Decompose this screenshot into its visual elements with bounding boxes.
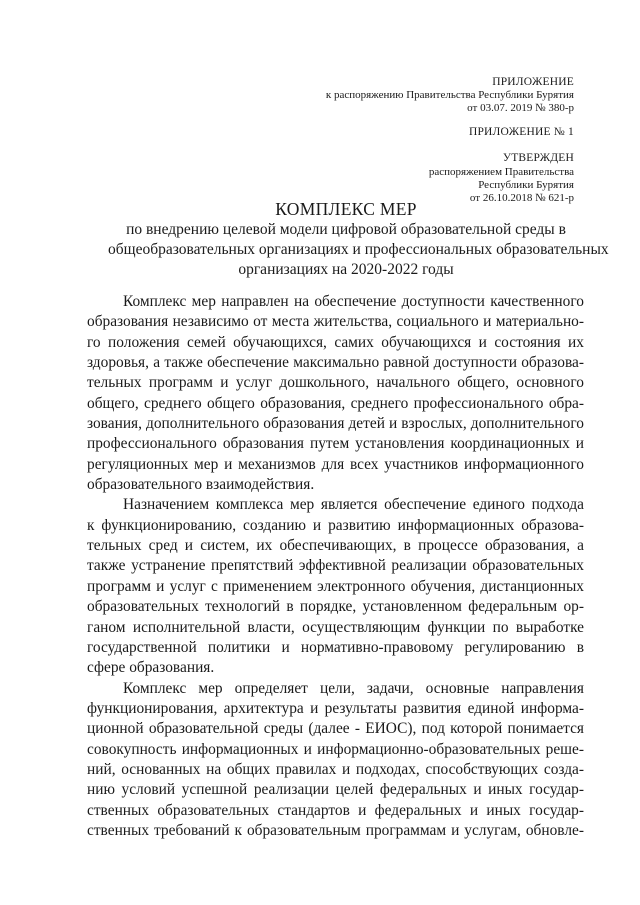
subtitle-line: по внедрению целевой модели цифровой образовательной среды в xyxy=(126,221,566,238)
text-line: образовательного взаимодействия. xyxy=(87,476,315,494)
text-line: сфере образования. xyxy=(87,659,215,677)
text-line: Комплекс мер направлен на обеспечение доступности качественного xyxy=(123,293,584,310)
text-line: ний, основанных на общих правилах и подходах, способствующих созда- xyxy=(87,760,584,778)
document-body xyxy=(87,292,584,841)
text-line: Назначением комплекса мер является обеспечение единого подхода xyxy=(123,496,584,514)
text-line: ганом исполнительной власти, осуществляющим функции по выработке xyxy=(87,618,584,636)
appendix-number: ПРИЛОЖЕНИЕ № 1 xyxy=(468,126,574,138)
text-line: государственной политики и нормативно-правовому регулированию в xyxy=(87,638,584,656)
text-line: здоровья, а также обеспечение максимально равной доступности образова- xyxy=(87,354,584,372)
subtitle-line: общеобразовательных организациях и профессиональных образовательных xyxy=(108,241,609,258)
approved-date: от 26.10.2018 № 621-р xyxy=(469,192,574,204)
approved-label: УТВЕРЖДЕН xyxy=(502,152,574,164)
text-line: нию условий успешной реализации целей федеральных и иных государ- xyxy=(87,781,584,799)
approved-by-line-1: распоряжением Правительства xyxy=(428,166,574,178)
text-line: профессионального образования путем установления координационных и xyxy=(87,435,584,453)
body-paragraph-3 xyxy=(87,679,584,842)
text-line: общего, среднего общего образования, среднего профессионального обра- xyxy=(87,394,584,412)
text-line: образования независимо от места жительства, социального и материально- xyxy=(87,313,584,331)
appendix-reference: к распоряжению Правительства Республики Бурятия xyxy=(325,89,574,101)
text-line: совокупность информационных и информационно-образовательных реше- xyxy=(87,740,584,758)
appendix-label: ПРИЛОЖЕНИЕ xyxy=(492,76,574,88)
text-line: образовательных технологий в порядке, установленном федеральным ор- xyxy=(87,598,584,616)
appendix-header xyxy=(326,76,574,115)
text-line: зования, дополнительного образования детей и взрослых, дополнительного xyxy=(87,415,584,433)
text-line: программ и услуг с применением электронного обучения, дистанционных xyxy=(87,577,584,595)
text-line: Комплекс мер определяет цели, задачи, основные направления xyxy=(123,679,584,697)
document-title: КОМПЛЕКС МЕР xyxy=(275,199,417,219)
text-line: также устранение препятствий эффективной реализации образовательных xyxy=(87,557,584,575)
subtitle-line: организациях на 2020-2022 годы xyxy=(238,261,454,278)
text-line: ционной образовательной среды (далее - ЕИОС), под которой понимается xyxy=(87,720,584,738)
text-line: функционирования, архитектура и результаты развития единой информа- xyxy=(87,699,584,717)
text-line: тельных программ и услуг дошкольного, начального общего, основного xyxy=(87,374,584,392)
approval-stamp-block xyxy=(429,152,574,205)
approved-by-line-2: Республики Бурятия xyxy=(478,179,574,191)
text-line: ственных образовательных стандартов и федеральных и иных государ- xyxy=(87,801,584,819)
body-paragraph-2 xyxy=(87,495,584,678)
text-line: тельных сред и систем, их обеспечивающих, в процессе образования, а xyxy=(87,537,584,555)
body-paragraph-1 xyxy=(87,292,584,495)
document-subtitle xyxy=(108,220,609,280)
appendix-date: от 03.07. 2019 № 380-р xyxy=(467,102,574,114)
text-line: го положения семей обучающихся, самих обучающихся и состояния их xyxy=(87,333,584,351)
text-line: регуляционных мер и механизмов для всех участников информационного xyxy=(87,455,584,473)
appendix-number-block xyxy=(469,126,574,139)
text-line: к функционированию, созданию и развитию информационных образова- xyxy=(87,516,584,534)
text-line: ственных требований к образовательным программам и услугам, обновле- xyxy=(87,821,584,839)
document-title-block xyxy=(108,199,609,280)
